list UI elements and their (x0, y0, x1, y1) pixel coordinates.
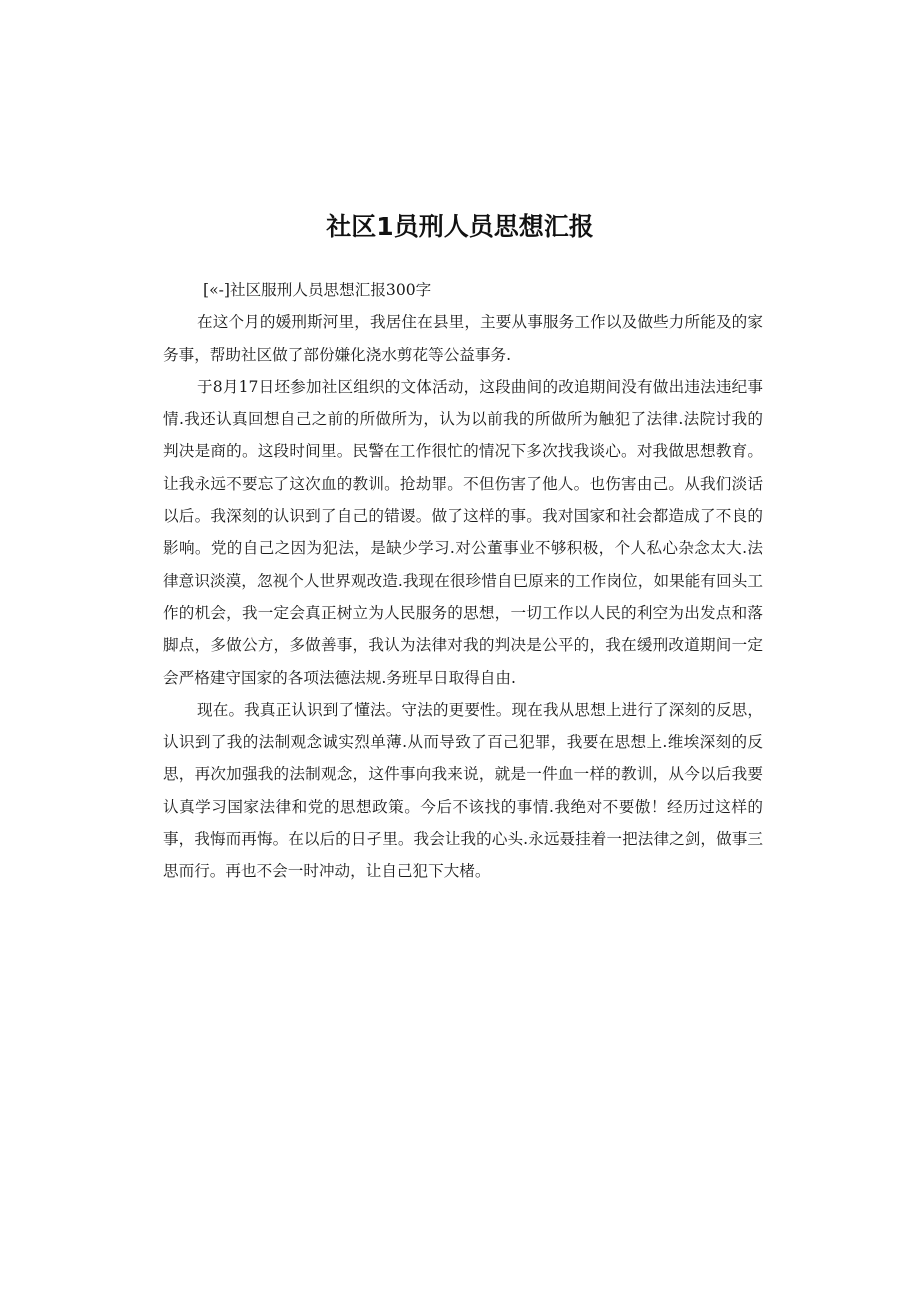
paragraph-1: 在这个月的媛刑斯河里，我居住在县里，主要从事服务工作以及做些力所能及的家务事，帮助社区做了部份嫌化浇水剪花等公益事务. (163, 313, 763, 364)
paragraph-2: 于8月17日坯参加社区组织的文体活动，这段曲间的改追期间没有做出违法违纪事情.我还认真回想自己之前的所做所为，认为以前我的所做所为触犯了法律.法院讨我的判决是商的。这段时间里。民警在工作很忙的情况下多次找我谈心。对我做思想教育。让我永远不要忘了这次血的教训。抢劫罪。不但伤害了他人。也伤害由己。从我们淡话以后。我深刻的认识到了自己的错谡。做了这样的事。我对国家和社会都造成了不良的影响。党的自己之因为犯法，是缺少学习.对公董事业不够积极，个人私心杂念太大.法律意识淡漠，忽视个人世界观改造.我现在很珍惜自巳原来的工作岗位，如果能有回头工作的机会，我一定会真正树立为人民服务的思想，一切工作以人民的利空为出发点和落脚点，多做公方，多做善事，我认为法律对我的判决是公平的，我在缓刑改道期间一定会严格建守国家的各项法德法规.务班早日取得自由. (163, 377, 763, 687)
document-title: 社区1员刑人员思想汇报 (326, 212, 594, 241)
paragraph-3: 现在。我真正认识到了懂法。守法的更要性。现在我从思想上进行了深刻的反思，认识到了我的法制观念诚实烈单薄.从而导致了百己犯罪，我要在思想上.维埃深刻的反思，再次加强我的法制观念，这件事向我来说，就是一件血一样的教训，从今以后我要认真学习国家法律和党的思想政策。今后不该找的事情.我绝对不要傲！经历过这样的事，我悔而再悔。在以后的日孑里。我会让我的心头.永远聂挂着一把法律之剑，做事三思而行。再也不会一时冲动，让自己犯下大楮。 (163, 700, 763, 881)
document-body (163, 274, 763, 888)
document-subtitle: [«-]社区服刑人员思想汇报300字 (203, 281, 432, 299)
